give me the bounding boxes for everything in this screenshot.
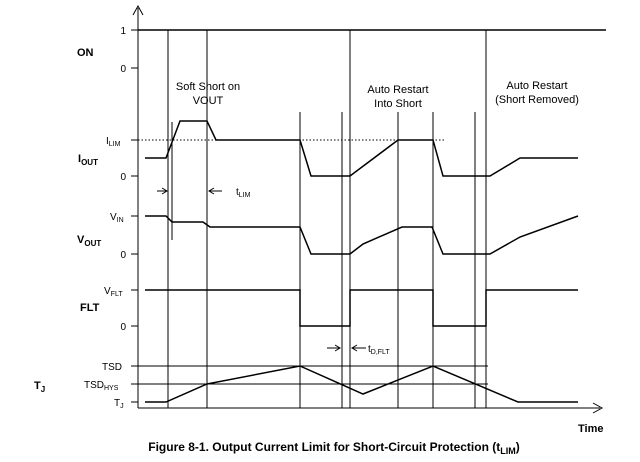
on-low-tick-label: 0 xyxy=(120,64,126,75)
vout-zero-tick-label: 0 xyxy=(120,250,126,261)
tsdhys-tick-label: $TSD_{HYS}$ xyxy=(84,380,119,392)
tj-tick-label: $T_J$ xyxy=(114,398,124,410)
auto-restart-short-label-line2: Into Short xyxy=(374,98,422,110)
figure-caption: Figure 8-1. Output Current Limit for Short-Circuit Protection $(t_{LIM})$ xyxy=(148,440,520,456)
ilim-tick-label: $I_{LIM}$ xyxy=(106,136,121,148)
auto-restart-removed-label-line2: (Short Removed) xyxy=(495,94,579,106)
auto-restart-short-label-line1: Auto Restart xyxy=(367,84,429,96)
tlim-label: $t_{LIM}$ xyxy=(236,187,251,199)
iout-waveform xyxy=(145,121,578,176)
tlim-arrows xyxy=(157,188,222,194)
flt-waveform xyxy=(145,290,578,326)
vflt-tick-label: $V_{FLT}$ xyxy=(104,286,123,298)
time-axis-label: Time xyxy=(578,423,604,435)
iout-signal-label: $I_{OUT}$ xyxy=(78,153,98,167)
auto-restart-removed-label-line1: Auto Restart xyxy=(506,80,568,92)
flt-signal-label: FLT xyxy=(80,302,100,314)
on-signal-label: ON xyxy=(77,47,94,59)
soft-short-label-line2: VOUT xyxy=(192,95,224,107)
tsd-tick-label: TSD xyxy=(102,362,122,373)
soft-short-label-line1: Soft Short on xyxy=(175,81,241,93)
flt-zero-tick-label: 0 xyxy=(120,322,126,333)
iout-zero-tick-label: 0 xyxy=(120,172,126,183)
on-high-tick-label: 1 xyxy=(120,26,126,37)
tj-signal-label: $T_J$ xyxy=(34,380,46,394)
vout-signal-label: $V_{OUT}$ xyxy=(77,234,102,248)
tdflt-arrows xyxy=(327,345,366,351)
axis-tick-marks xyxy=(131,30,138,402)
vin-tick-label: $V_{IN}$ xyxy=(110,212,124,224)
vout-waveform xyxy=(145,216,578,254)
tdflt-label: $t_{D,FLT}$ xyxy=(368,344,390,356)
